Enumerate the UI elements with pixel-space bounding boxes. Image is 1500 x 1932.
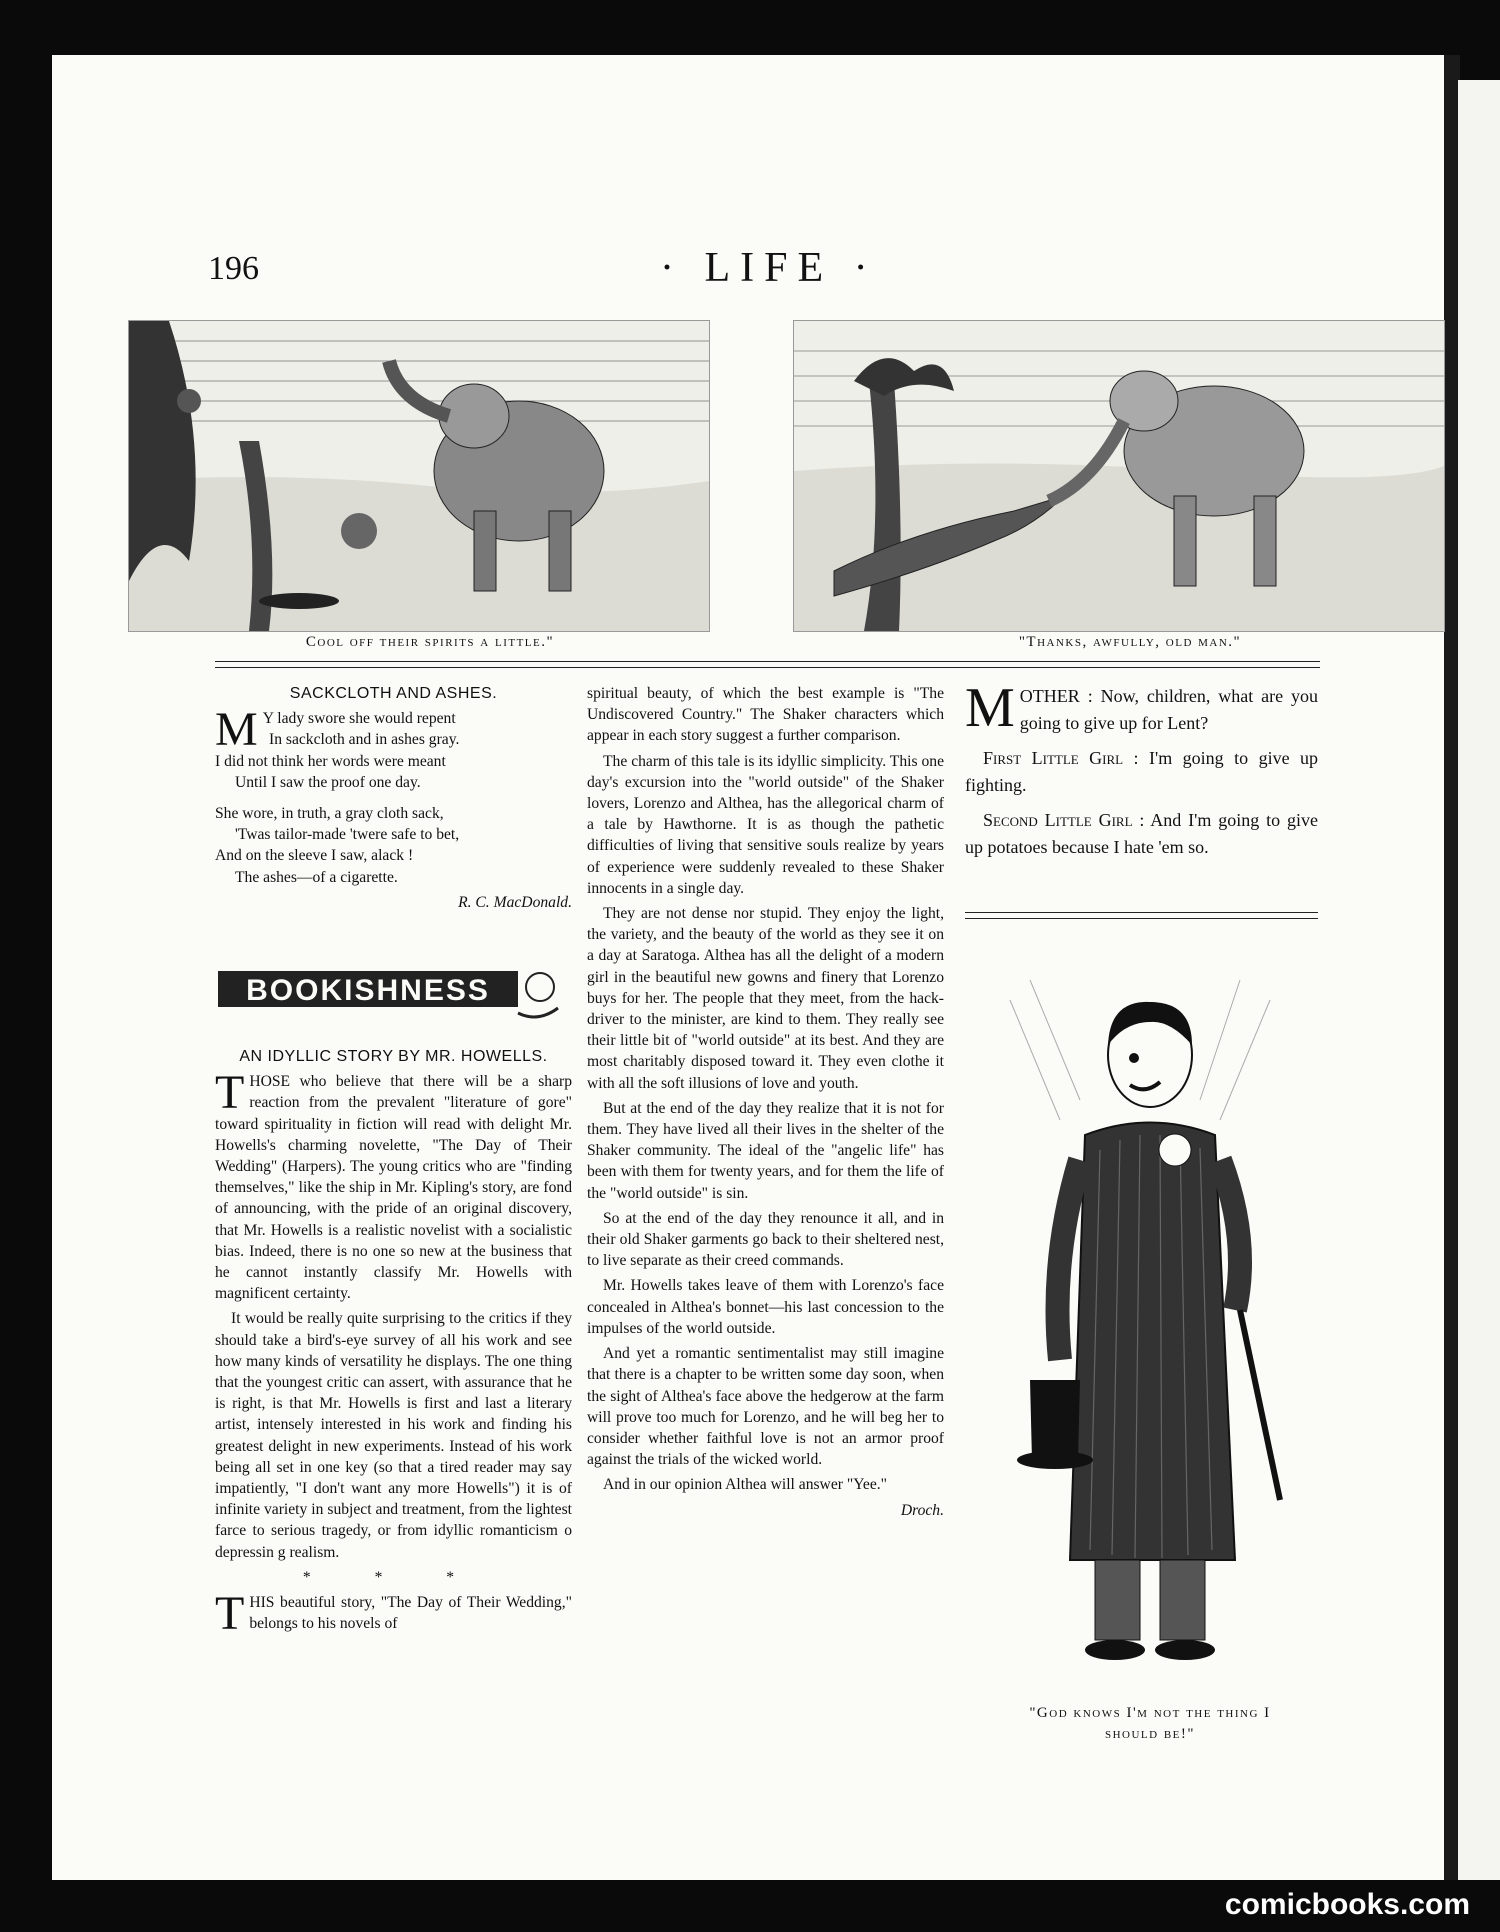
- col2-paragraph-6: Mr. Howells takes leave of them with Lorenzo's face concealed in Althea's bonnet—his last concession to the impulses of the world outside.: [587, 1277, 944, 1337]
- dialogue-divider-rule: [965, 912, 1318, 919]
- review-drop-cap-2: T: [215, 1587, 245, 1641]
- dialogue-speaker-3: Second Little Girl :: [983, 810, 1145, 830]
- review-paragraph-2: It would be really quite surprising to the critics if they should take a bird's-eye survey of all his work and see how many kinds of versatility he displays. The one thing that the youngest critic can assert, with assurance that he is right, is that Mr. Howells is first and last a literary artist, intensely interested in his work and finding his greatest delight in new experiments. Instead of his work being all set in one key (so that a tired reader may say impatiently, "I don't want any more Howells") it is of infinite variety in subject and treatment, from the lightest farce to serious tragedy, or from idyllic romanticism o depressin g realism.: [215, 1310, 572, 1561]
- dialogue-line-1: [965, 677, 1318, 739]
- poem-drop-cap: M: [215, 703, 258, 757]
- magazine-title: · LIFE ·: [660, 245, 878, 291]
- poem-line-4: Until I saw the proof one day.: [235, 773, 421, 791]
- facing-page-edge: [1458, 80, 1500, 1880]
- dialogue-speaker-1: OTHER :: [1019, 686, 1093, 706]
- bookishness-banner: [218, 963, 572, 1028]
- col2-paragraph-7: And yet a romantic sentimentalist may still imagine that there is a chapter to be written some day soon, when the sight of Althea's face above the hedgerow at the farm will prove too much for Lorenzo, and he will beg her to consider whether faithful love is not an armor proof against the trials of the wicked world.: [587, 1345, 944, 1469]
- illustration-gentleman: [1000, 960, 1300, 1675]
- gentleman-caption-line-1: "God knows I'm not the thing I: [1029, 1705, 1271, 1721]
- dialogue-text-3: And I'm going to give up potatoes because I hate 'em so.: [965, 810, 1318, 857]
- col2-paragraph-5: So at the end of the day they renounce it all, and in their old Shaker garments go back to their sheltered nest, to live separate as their creed commands.: [587, 1209, 944, 1270]
- dialogue-speaker-2: First Little Girl :: [983, 748, 1139, 768]
- dialogue-text-1: Now, children, what are you going to give up for Lent?: [1019, 686, 1318, 733]
- dialogue-line-2: [965, 745, 1318, 799]
- poem-line-2: In sackcloth and in ashes gray.: [269, 731, 460, 749]
- column-3-dialogue: [965, 677, 1319, 869]
- dialogue-line-3: [965, 807, 1318, 861]
- right-illustration-caption: "Thanks, awfully, old man.": [1018, 634, 1242, 650]
- col2-paragraph-3: They are not dense nor stupid. They enjoy the light, the variety, and the beauty of the world as they see it on a day at Saratoga. Althea has all the delight of a modern girl in the beautiful new gowns and finery that Lorenzo buys for her. The people that they meet, from the hack-driver to the minister, are kind to them. They really see their little bit of "world outside" at its best. And they are most charitably disposed toward it. They even clothe it with all the soft illusions of love and youth.: [587, 905, 944, 1092]
- poem-line-6: 'Twas tailor-made 'twere safe to bet,: [235, 826, 460, 844]
- section-stars: * * *: [302, 1568, 485, 1586]
- col2-paragraph-4: But at the end of the day they realize that it is not for them. They have lived all their lives in the shelter of the Shaker community. The ideal of the "angelic life" has been with them for twenty years, and for them the life of the "world outside" is sin.: [587, 1099, 944, 1202]
- col2-paragraph-1: spiritual beauty, of which the best example is "The Undiscovered Country." The Shaker characters which appear in each story suggest a further comparison.: [587, 685, 944, 745]
- review-paragraph-3-text: HIS beautiful story, "The Day of Their Wedding," belongs to his novels of: [249, 1594, 572, 1633]
- poem-verse: [215, 703, 572, 888]
- col2-paragraph-2: The charm of this tale is its idyllic simplicity. This one day's excursion into the "world outside" of the Shaker lovers, Lorenzo and Althea, has the allegorical charm of a tale by Hawthorne. It is as though the pathetic difficulties of living that sensitive souls realize by years of experience were suddenly revealed to these Shaker innocents in a single day.: [587, 752, 944, 897]
- poem-line-7: And on the sleeve I saw, alack !: [215, 847, 414, 865]
- dialogue-drop-cap: M: [965, 677, 1015, 739]
- poem-line-5: She wore, in truth, a gray cloth sack,: [215, 805, 444, 823]
- site-watermark: comicbooks.com: [1224, 1888, 1470, 1921]
- poem-author: R. C. MacDonald.: [458, 893, 572, 911]
- left-illustration-caption: Cool off their spirits a little.": [305, 634, 555, 650]
- poem-line-1-text: Y lady swore she would repent: [262, 710, 456, 728]
- review-title: AN IDYLLIC STORY BY MR. HOWELLS.: [239, 1048, 548, 1065]
- page-number: 196: [208, 250, 259, 287]
- review-author: Droch.: [900, 1501, 944, 1519]
- illustration-alligator-elephant: [793, 320, 1445, 632]
- elephant-monkeys-drawing: [129, 321, 709, 631]
- review-paragraph-3: [215, 1587, 572, 1641]
- poem-title: SACKCLOTH AND ASHES.: [289, 685, 498, 702]
- dialogue-text-2: I'm going to give up fighting.: [965, 748, 1319, 795]
- poem-line-3: I did not think her words were meant: [215, 752, 446, 770]
- review-paragraph-1-text: HOSE who believe that there will be a sharp reaction from the prevalent "literature of gore" toward spirituality in fiction will read with delight Mr. Howells's charming novelette, "The Day of Their Wedding" (Harpers). The young critics who are "finding themselves," like the ship in Mr. Kipling's story, are fond of announcing, with the pride of an original discovery, that Mr. Howells is a realistic novelist with a socialistic bias. Indeed, there is no one so new at the business that he cannot instantly classify Mr. Howells with magnificent certainty.: [215, 1073, 572, 1303]
- col2-paragraph-8: And in our opinion Althea will answer "Yee.": [603, 1476, 888, 1494]
- divider-rule: [215, 661, 1320, 668]
- poem-line-8: The ashes—of a cigarette.: [235, 868, 398, 886]
- banner-title: BOOKISHNESS: [246, 974, 490, 1007]
- column-1: [215, 683, 572, 913]
- gentleman-caption-line-2: should be!": [1104, 1726, 1196, 1742]
- review-paragraph-1: [215, 1066, 572, 1304]
- column-2: [587, 683, 944, 1521]
- column-1-review: [215, 1046, 572, 1641]
- illustration-elephant-monkeys: [128, 320, 710, 632]
- review-drop-cap: T: [215, 1066, 245, 1120]
- alligator-elephant-drawing: [794, 321, 1444, 631]
